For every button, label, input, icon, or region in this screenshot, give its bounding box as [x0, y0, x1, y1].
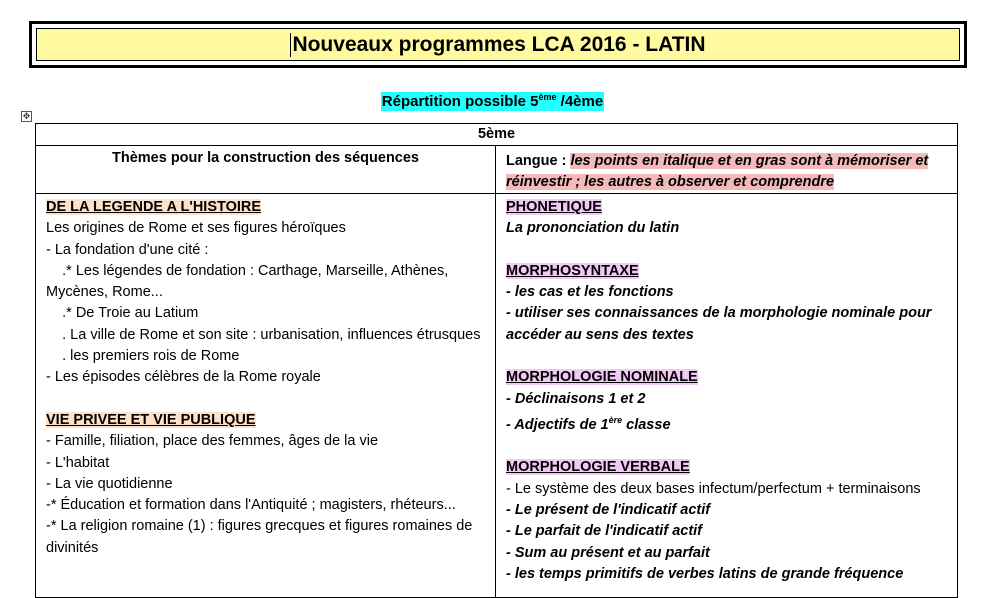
title-phonetique: PHONETIQUE [506, 199, 602, 215]
langue-line: La prononciation du latin [506, 220, 680, 237]
page-title: Nouveaux programmes LCA 2016 - LATIN [292, 32, 706, 56]
theme-line [46, 261, 485, 304]
theme-line-text: . les premiers rois de Rome [58, 348, 240, 365]
section-title-vie: VIE PRIVEE ET VIE PUBLIQUE [46, 411, 256, 428]
theme-line-text: .* De Troie au Latium [58, 305, 199, 322]
title-morphosyntaxe: MORPHOSYNTAXE [506, 262, 639, 279]
theme-line: - L'habitat [46, 454, 110, 471]
langue-line-sup: ère [608, 414, 623, 425]
langue-line: - utiliser ses connaissances de la morphologie nominale pour accéder au sens des textes [506, 305, 932, 343]
langue-line [506, 410, 947, 436]
table-move-handle-icon[interactable]: ✥ [22, 111, 31, 121]
theme-line [46, 303, 485, 324]
langue-line: - les cas et les fonctions [506, 284, 674, 301]
theme-line [46, 346, 485, 367]
langue-line-post: classe [622, 416, 671, 433]
section-title-legende: DE LA LEGENDE A L'HISTOIRE [46, 199, 262, 215]
title-morphologie-nominale: MORPHOLOGIE NOMINALE [506, 369, 698, 386]
themes-cell [36, 194, 496, 598]
theme-line: -* Éducation et formation dans l'Antiquité ; magisters, rhéteurs... [46, 497, 456, 514]
langue-line-pre: - Adjectifs de 1 [506, 416, 609, 433]
theme-line: -* La religion romaine (1) : figures grecques et figures romaines de divinités [46, 518, 473, 556]
langue-line: - Déclinaisons 1 et 2 [506, 390, 646, 407]
langue-column-header [496, 146, 958, 194]
langue-line: - les temps primitifs de verbes latins de grande fréquence [506, 565, 904, 582]
subtitle-highlight [381, 92, 604, 111]
title-box [29, 21, 967, 68]
theme-line: Les origines de Rome et ses figures héroïques [46, 220, 346, 237]
theme-line: - Famille, filiation, place des femmes, âges de la vie [46, 433, 379, 450]
langue-line: - Le système des deux bases infectum/perfectum + terminaisons [506, 480, 921, 497]
program-table [35, 123, 958, 598]
theme-line: - La fondation d'une cité : [46, 241, 209, 258]
year-header: 5ème [36, 124, 958, 146]
themes-column-header: Thèmes pour la construction des séquences [36, 146, 496, 194]
subtitle [0, 87, 985, 112]
theme-line-text: . La ville de Rome et son site : urbanisation, influences étrusques [58, 326, 481, 343]
theme-line: - La vie quotidienne [46, 475, 173, 492]
title-morphologie-verbale: MORPHOLOGIE VERBALE [506, 459, 690, 476]
langue-note: les points en italique et en gras sont à mémoriser et réinvestir ; les autres à observer et comprendre [506, 153, 929, 190]
theme-line: - Les épisodes célèbres de la Rome royale [46, 369, 321, 386]
title-inner [36, 28, 960, 61]
langue-cell [496, 194, 958, 598]
langue-line: - Le parfait de l'indicatif actif [506, 523, 703, 540]
langue-line: - Le présent de l'indicatif actif [506, 501, 711, 518]
theme-line [46, 325, 485, 346]
subtitle-main: Répartition possible 5 [381, 93, 539, 110]
langue-line: - Sum au présent et au parfait [506, 544, 710, 561]
theme-line-text: .* Les légendes de fondation : Carthage, Marseille, Athènes, Mycènes, Rome... [46, 262, 449, 301]
subtitle-sup: ème [538, 92, 557, 102]
langue-label: Langue : [506, 153, 571, 169]
subtitle-rest: /4ème [556, 93, 604, 110]
